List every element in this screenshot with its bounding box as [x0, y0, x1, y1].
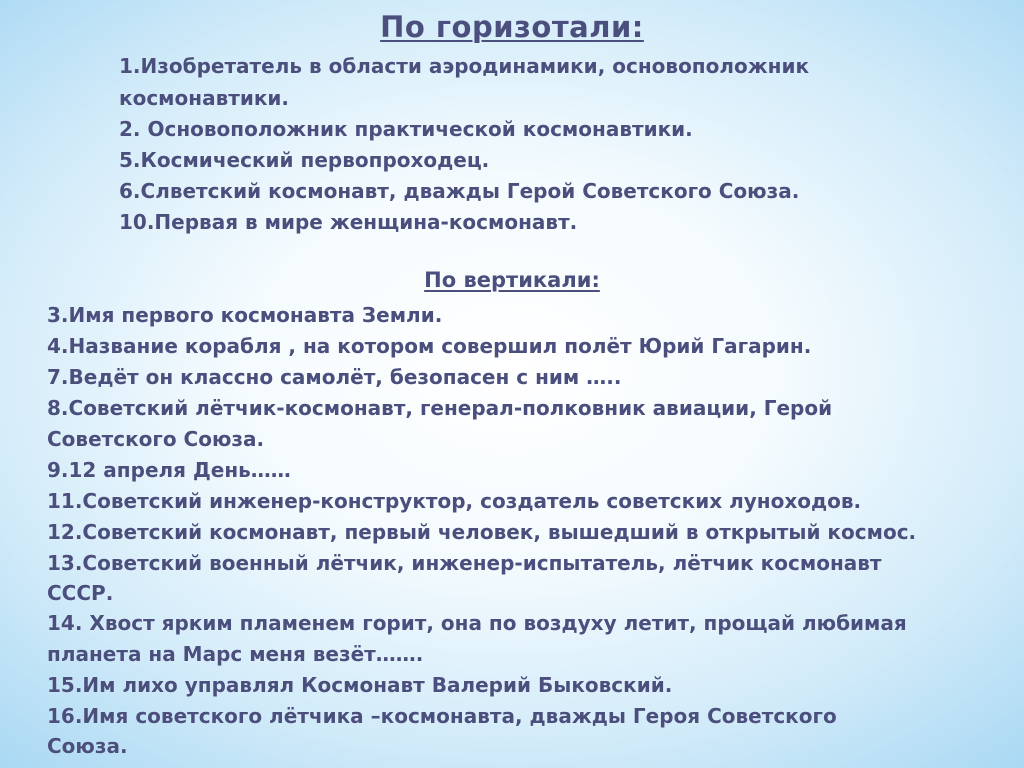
clue-line: 14. Хвост ярким пламенем горит, она по воздуху летит, прощай любимая: [47, 611, 907, 635]
clue-line: 15.Им лихо управлял Космонавт Валерий Быковский.: [47, 673, 673, 697]
clue-line: 13.Советский военный лётчик, инженер-испытатель, лётчик космонавт: [47, 551, 882, 575]
clue-line: 10.Первая в мире женщина-космонавт.: [119, 210, 578, 234]
vertical-heading: По вертикали:: [424, 268, 600, 292]
clue-line: планета на Марс меня везёт…….: [47, 642, 424, 666]
clue-line: Союза.: [47, 734, 128, 758]
clue-line: 4.Название корабля , на котором совершил полёт Юрий Гагарин.: [47, 334, 812, 358]
clue-line: космонавтики.: [119, 86, 290, 110]
clue-line: 1.Изобретатель в области аэродинамики, основоположник: [119, 54, 810, 78]
clue-line: СССР.: [47, 581, 114, 605]
clue-line: 5.Космический первопроходец.: [119, 148, 490, 172]
clue-line: 7.Ведёт он классно самолёт, безопасен с ним …..: [47, 365, 622, 389]
clue-line: 9.12 апреля День……: [47, 458, 291, 482]
clue-line: 3.Имя первого космонавта Земли.: [47, 303, 443, 327]
clue-line: 8.Советский лётчик-космонавт, генерал-полковник авиации, Герой: [47, 396, 833, 420]
clue-line: 2. Основоположник практической космонавтики.: [119, 117, 693, 141]
clue-line: 16.Имя советского лётчика –космонавта, дважды Героя Советского: [47, 704, 837, 728]
clue-line: 6.Слветский космонавт, дважды Герой Советского Союза.: [119, 179, 800, 203]
clue-line: 12.Советский космонавт, первый человек, вышедший в открытый космос.: [47, 520, 917, 544]
horizontal-heading: По горизотали:: [380, 10, 644, 44]
clue-line: 11.Советский инженер-конструктор, создатель советских луноходов.: [47, 489, 862, 513]
clue-line: Советского Союза.: [47, 427, 265, 451]
